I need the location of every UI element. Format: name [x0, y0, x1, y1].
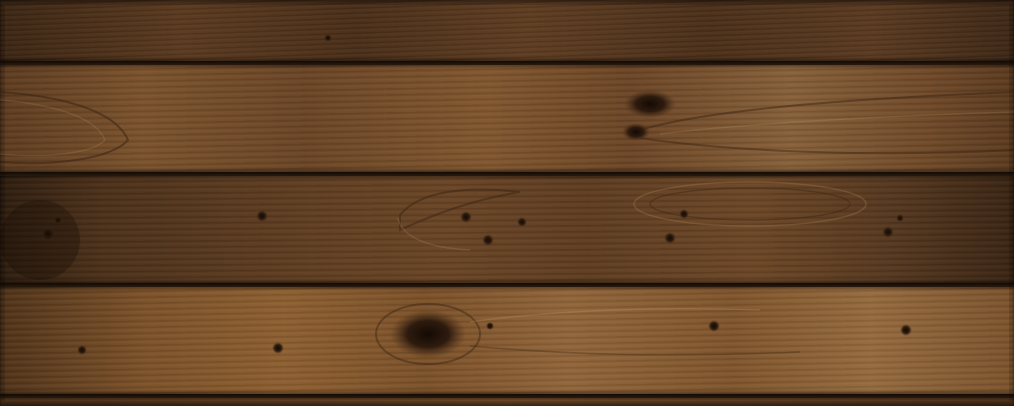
nail-hole	[708, 320, 720, 332]
wood-knot	[624, 90, 676, 118]
grain-swirl	[470, 346, 800, 355]
nail-hole	[517, 217, 527, 227]
nail-hole	[679, 209, 689, 219]
wood-stain	[0, 200, 80, 280]
grain-swirl	[640, 138, 1014, 153]
wood-knot	[622, 123, 650, 141]
nail-hole	[486, 322, 494, 330]
grain-swirl	[640, 92, 1014, 130]
grain-swirl	[400, 190, 520, 230]
nail-hole	[272, 342, 284, 354]
nail-hole	[256, 210, 268, 222]
nail-hole	[882, 226, 894, 238]
nail-hole	[664, 232, 676, 244]
nail-hole	[896, 214, 904, 222]
nail-hole	[482, 234, 494, 246]
grain-swirl	[398, 218, 470, 250]
wood-knot	[390, 310, 466, 358]
grain-swirl	[470, 309, 760, 322]
nail-hole	[324, 34, 332, 42]
nail-hole	[460, 211, 472, 223]
nail-hole	[77, 345, 87, 355]
nail-hole	[900, 324, 912, 336]
